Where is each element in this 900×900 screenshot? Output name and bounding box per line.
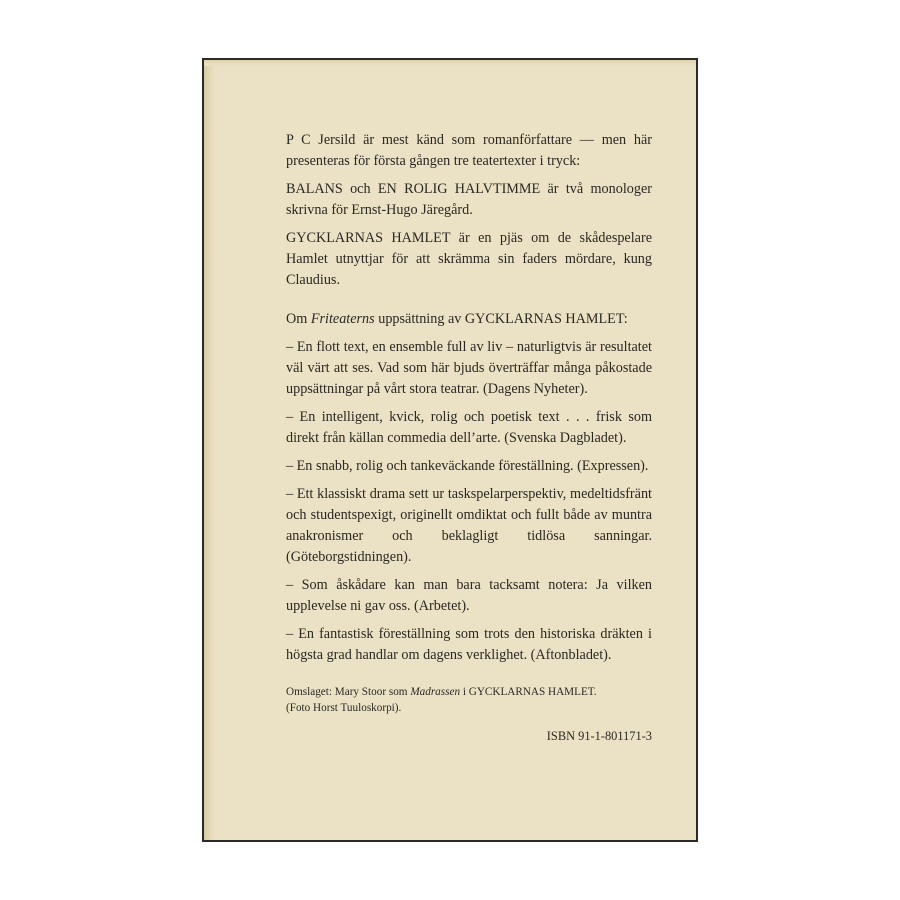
- review-quote: – En intelligent, kvick, rolig och poetisk text . . . frisk som direkt från källan commedia dell’arte. (Svenska Dagbladet).: [286, 409, 652, 446]
- caption-italic: Madrassen: [410, 686, 461, 698]
- review-quote: – Som åskådare kan man bara tacksamt notera: Ja vilken upplevelse ni gav oss. (Arbetet).: [286, 577, 652, 614]
- reviews-heading: [286, 309, 652, 330]
- review-quote: – En fantastisk föreställning som trots den historiska dräkten i högsta grad handlar om dagens verklighet. (Aftonbladet).: [286, 626, 652, 663]
- caption-post: i GYCKLARNAS HAMLET.: [460, 686, 597, 698]
- cover-caption: [286, 684, 652, 716]
- review-quote: – En flott text, en ensemble full av liv – naturligtvis är resultatet väl värt att ses. Vad som här bjuds överträffar många påkostade uppsättningar på vårt stora teatrar. (Dagens Nyheter).: [286, 339, 652, 397]
- photo-credit: (Foto Horst Tuuloskorpi).: [286, 702, 402, 714]
- reviews-heading-post: uppsättning av GYCKLARNAS HAMLET:: [374, 311, 628, 327]
- isbn: ISBN 91-1-801171-3: [546, 729, 652, 743]
- book-back-cover: [202, 58, 698, 842]
- blurb-text: [286, 130, 652, 747]
- monologues-paragraph: BALANS och EN ROLIG HALVTIMME är två monologer skrivna för Ernst-Hugo Järegård.: [286, 181, 652, 218]
- caption-line: [286, 684, 652, 700]
- reviews-heading-pre: Om: [286, 311, 311, 327]
- play-paragraph: GYCKLARNAS HAMLET är en pjäs om de skådespelare Hamlet utnyttjar för att skrämma sin faders mördare, kung Claudius.: [286, 230, 652, 288]
- intro-paragraph: P C Jersild är mest känd som romanförfattare — men här presenteras för första gången tre teatertexter i tryck:: [286, 132, 652, 169]
- review-quote: – Ett klassiskt drama sett ur taskspelarperspektiv, medeltidsfränt och studentspexigt, originellt omdiktat och fullt både av muntra anakronismer och beklagligt tidlösa sanningar. (Göteborgstidningen).: [286, 486, 652, 565]
- review-quote: – En snabb, rolig och tankeväckande föreställning. (Expressen).: [286, 458, 649, 474]
- caption-pre: Omslaget: Mary Stoor som: [286, 686, 411, 698]
- cover-edge: [204, 60, 216, 840]
- cover-top-edge: [204, 60, 696, 66]
- reviews-heading-italic: Friteaterns: [310, 311, 375, 327]
